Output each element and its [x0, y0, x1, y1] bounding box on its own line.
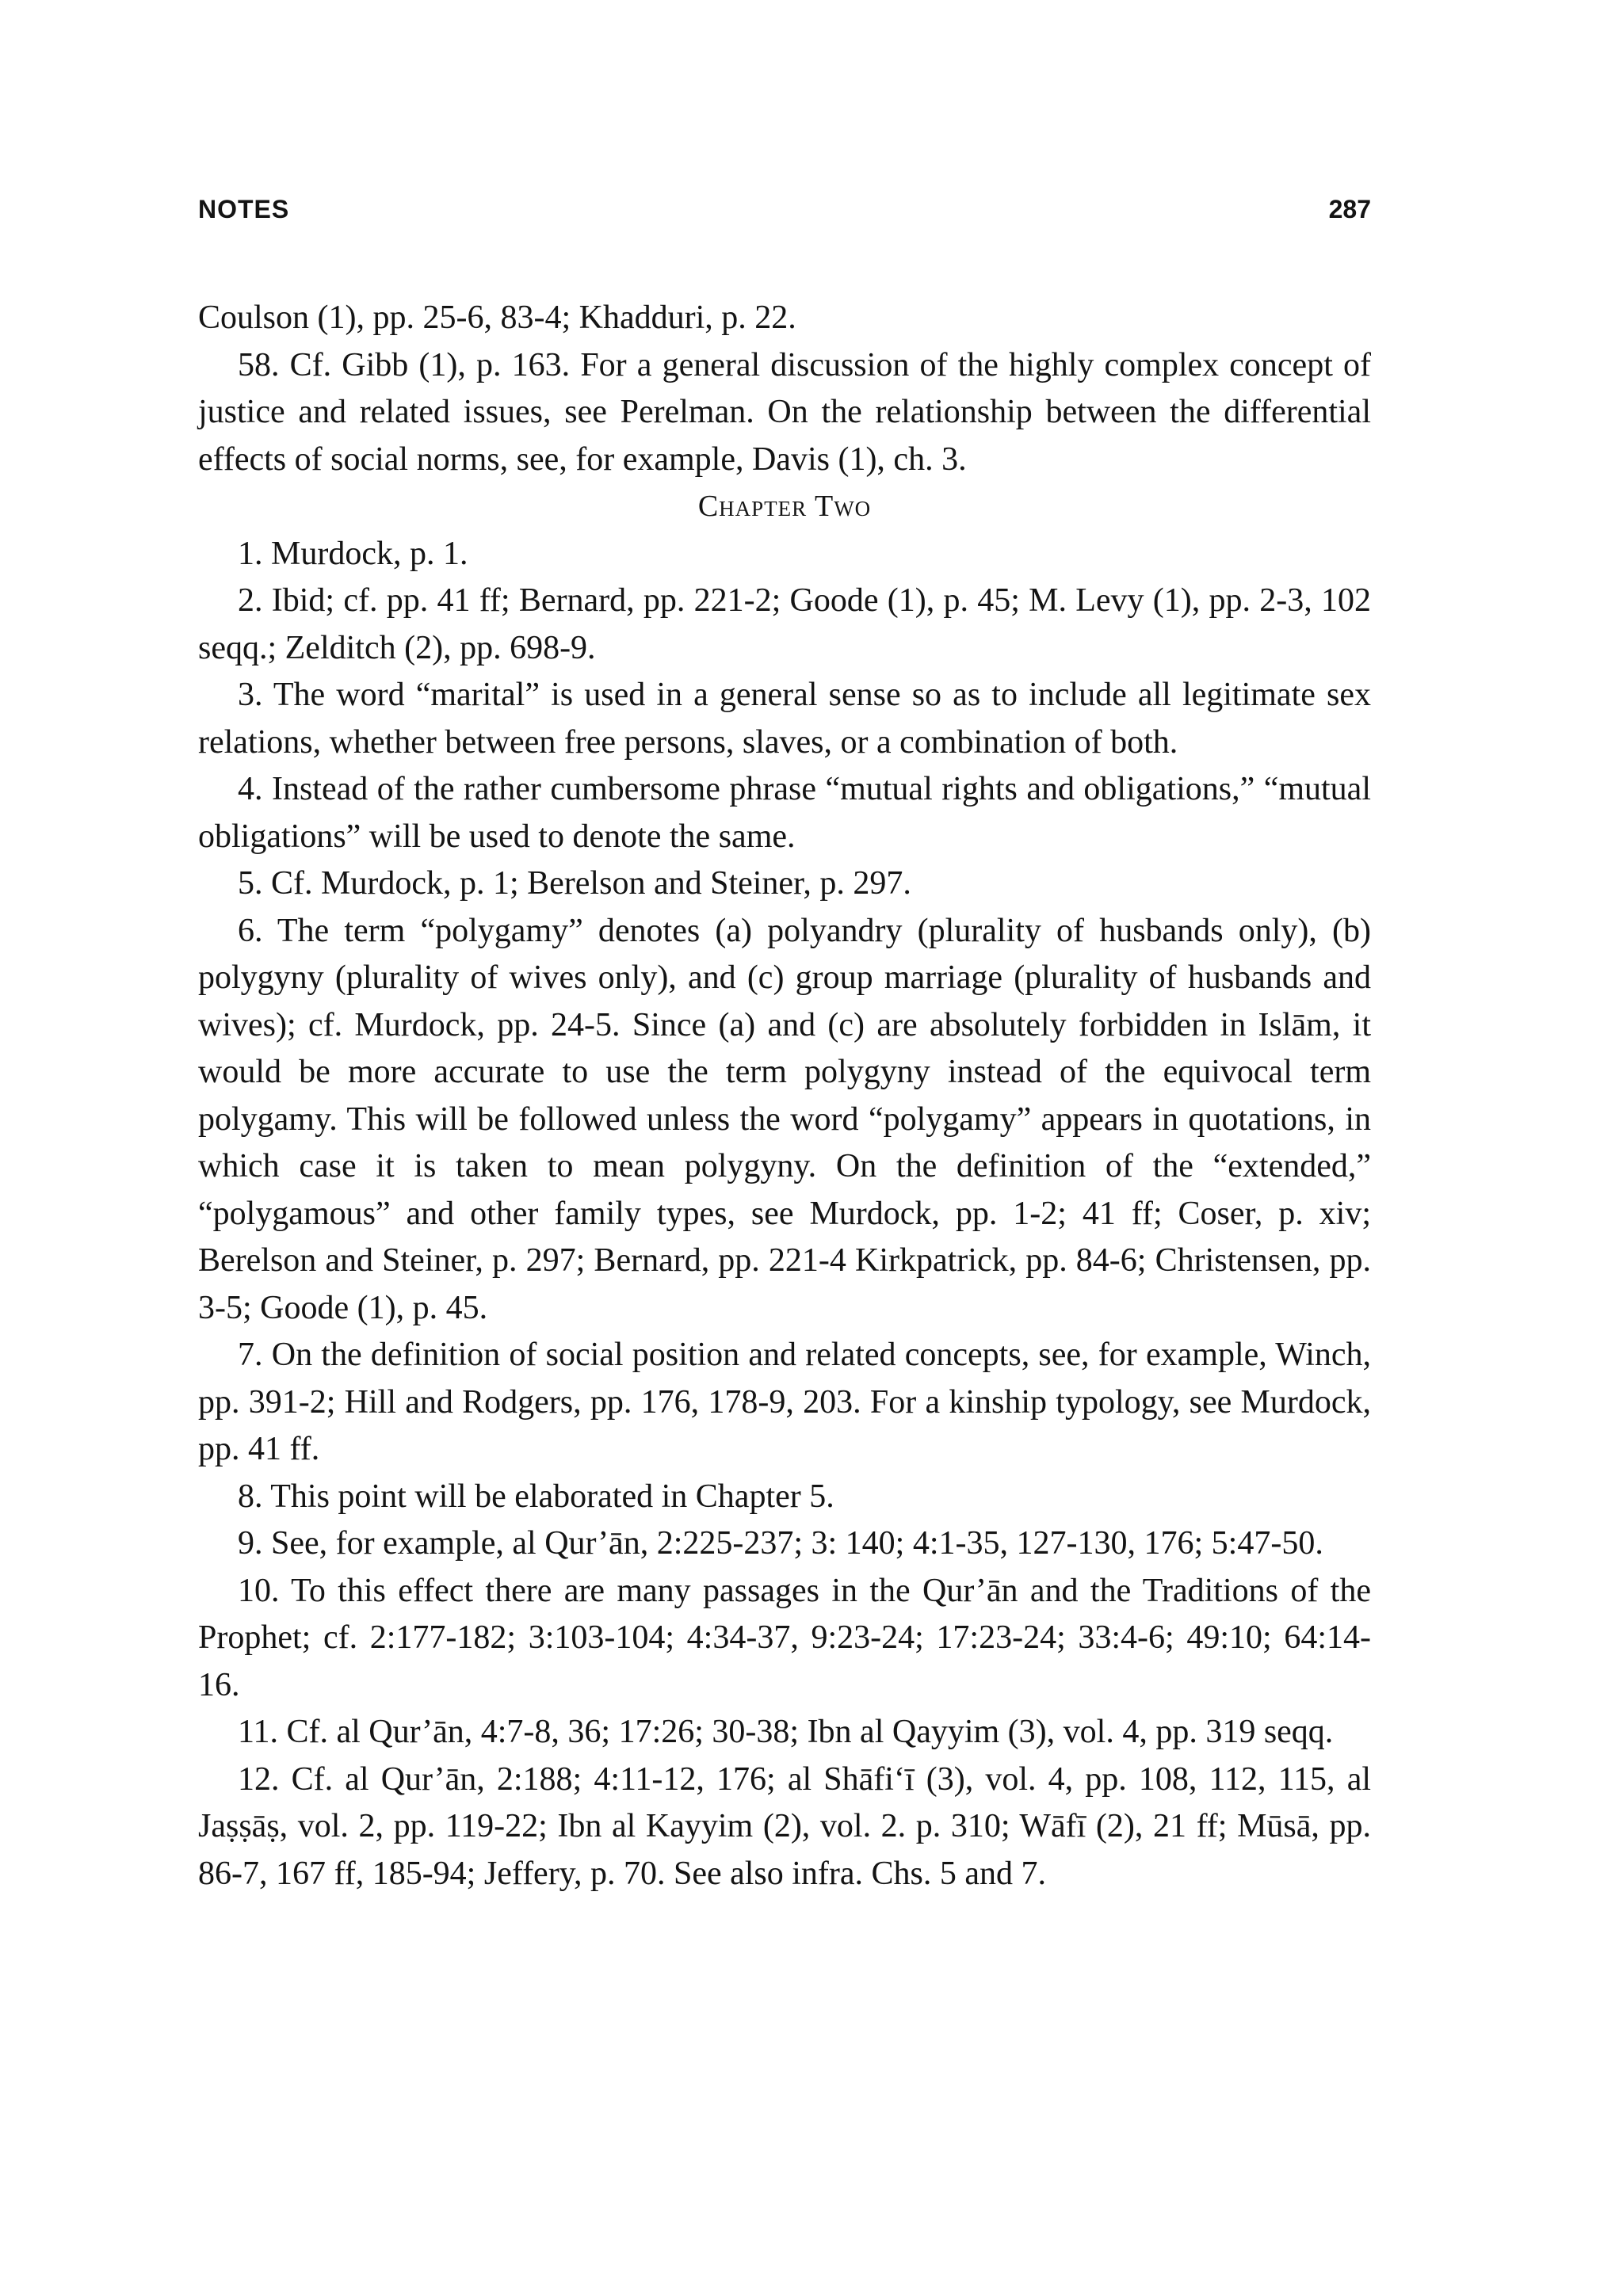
notes-body	[198, 295, 1371, 1897]
page-header	[198, 195, 1371, 250]
note-12: 12. Cf. al Qur’ān, 2:188; 4:11-12, 176; al Shāfi‘ī (3), vol. 4, pp. 108, 112, 115, al Jaṣṣāṣ, vol. 2, pp. 119-22; Ibn al Kayyim (2), vol. 2. p. 310; Wāfī (2), 21 ff; Mūsā, pp. 86-7, 167 ff, 185-94; Jeffery, p. 70. See also infra. Chs. 5 and 7.	[198, 1760, 1371, 1892]
note-continuation: Coulson (1), pp. 25-6, 83-4; Khadduri, p. 22.	[198, 299, 796, 336]
note-4: 4. Instead of the rather cumbersome phrase “mutual rights and obligations,” “mutual obligations” will be used to denote the same.	[198, 771, 1371, 855]
note-8: 8. This point will be elaborated in Chapter 5.	[238, 1478, 834, 1515]
chapter-heading: Chapter Two	[697, 490, 872, 523]
note-6: 6. The term “polygamy” denotes (a) polyandry (plurality of husbands only), (b) polygyny (plurality of wives only), and (c) group marriage (plurality of husbands and wives); cf. Murdock, pp. 24-5. Since (a) and (c) are absolutely forbidden in Islām, it would be more accurate to use the term polygyny instead of the equivocal term polygamy. This will be followed unless the word “polygamy” appears in quotations, in which case it is taken to mean polygyny. On the definition of the “extended,” “polygamous” and other family types, see Murdock, pp. 1-2; 41 ff; Coser, p. xiv; Berelson and Steiner, p. 297; Bernard, pp. 221-4 Kirkpatrick, pp. 84-6; Christensen, pp. 3-5; Goode (1), p. 45.	[198, 912, 1371, 1326]
note-1: 1. Murdock, p. 1.	[238, 535, 468, 572]
note-11: 11. Cf. al Qur’ān, 4:7-8, 36; 17:26; 30-38; Ibn al Qayyim (3), vol. 4, pp. 319 seqq.	[238, 1714, 1334, 1750]
note-7: 7. On the definition of social position and related concepts, see, for example, Winch, pp. 391-2; Hill and Rodgers, pp. 176, 178-9, 203. For a kinship typology, see Murdock, pp. 41 ff.	[198, 1337, 1371, 1467]
note-3: 3. The word “marital” is used in a general sense so as to include all legitimate sex relations, whether between free persons, slaves, or a combination of both.	[198, 677, 1371, 761]
note-58: 58. Cf. Gibb (1), p. 163. For a general discussion of the highly complex concept of justice and related issues, see Perelman. On the relationship between the differential effects of social norms, see, for example, Davis (1), ch. 3.	[198, 346, 1371, 478]
book-page	[198, 195, 1371, 1897]
note-5: 5. Cf. Murdock, p. 1; Berelson and Steiner, p. 297.	[238, 865, 911, 902]
note-2: 2. Ibid; cf. pp. 41 ff; Bernard, pp. 221-2; Goode (1), p. 45; M. Levy (1), pp. 2-3, 102 seqq.; Zelditch (2), pp. 698-9.	[198, 582, 1371, 666]
note-9: 9. See, for example, al Qur’ān, 2:225-237; 3: 140; 4:1-35, 127-130, 176; 5:47-50.	[238, 1525, 1323, 1562]
page-number: 287	[1328, 195, 1371, 223]
note-10: 10. To this effect there are many passages in the Qur’ān and the Traditions of the Prophet; cf. 2:177-182; 3:103-104; 4:34-37, 9:23-24; 17:23-24; 33:4-6; 49:10; 64:14-16.	[198, 1572, 1371, 1703]
running-head: NOTES	[198, 195, 290, 223]
